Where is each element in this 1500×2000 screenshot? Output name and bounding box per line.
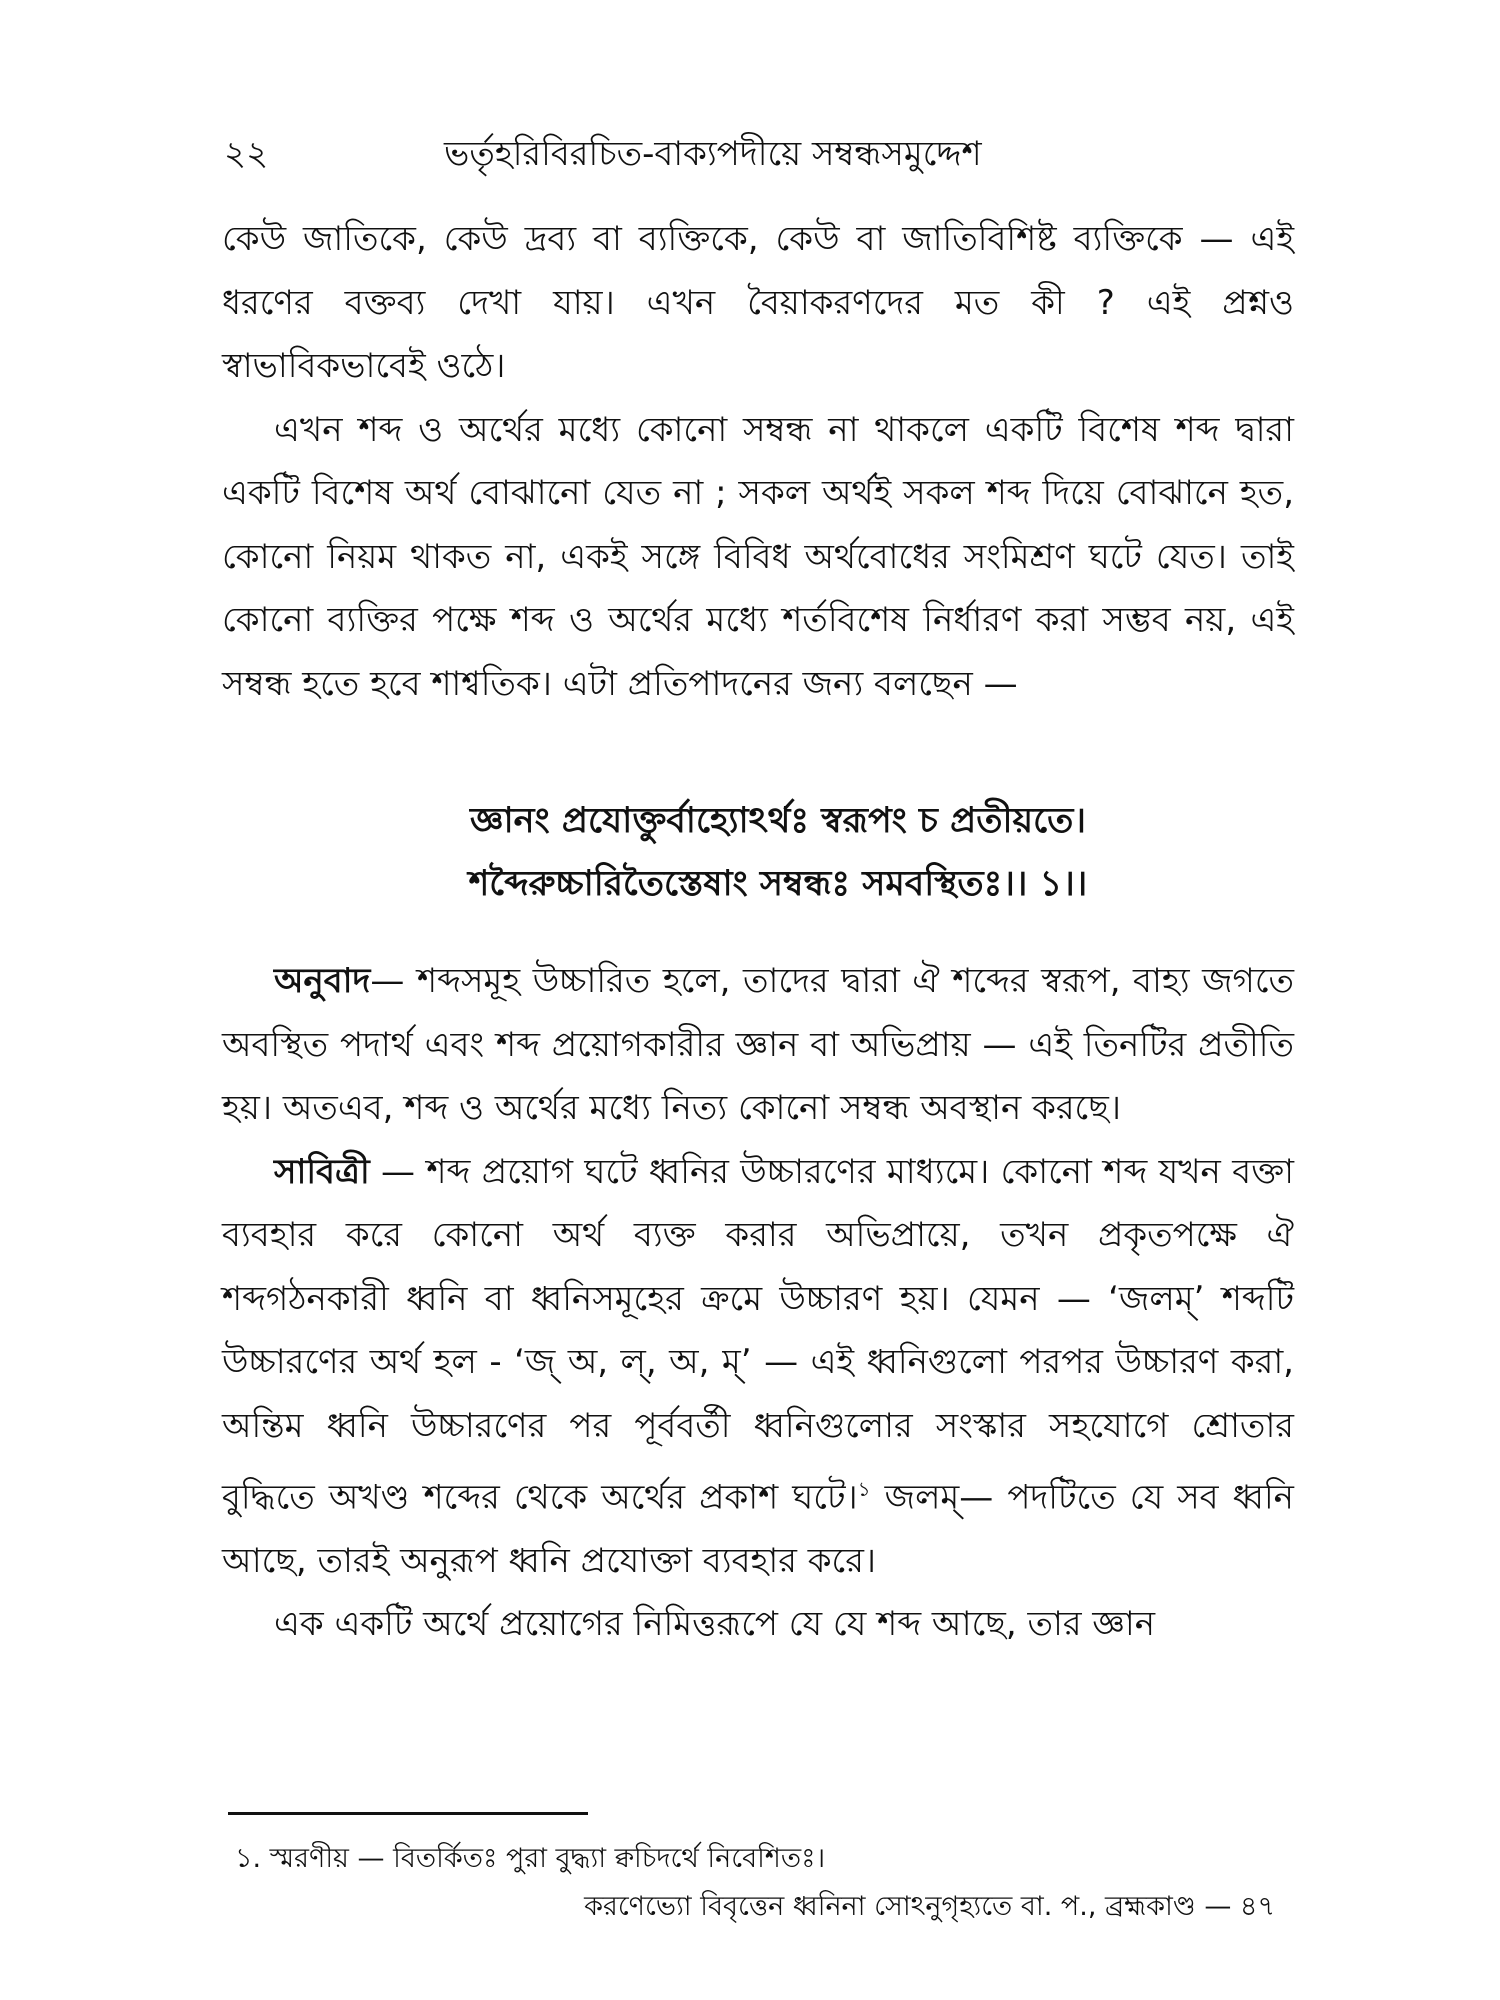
explanation-text xyxy=(222,950,1294,1657)
commentary-label: সাবিত্রী xyxy=(274,1151,370,1192)
running-title: ভর্তৃহরিবিরচিত-বাক্যপদীয়ে সম্বন্ধসমুদ্দেশ xyxy=(444,134,982,174)
translation-label: অনুবাদ xyxy=(274,961,371,1001)
sanskrit-verse xyxy=(222,790,1294,916)
translation-text: — শব্দসমূহ উচ্চারিত হলে, তাদের দ্বারা ঐ শব্দের স্বরূপ, বাহ্য জগতে অবস্থিত পদার্থ এবং শব্দ প্রয়োগকারীর জ্ঞান বা অভিপ্রায় — এই তিনটির প্রতীতি হয়। অতএব, শব্দ ও অর্থের মধ্যে নিত্য কোনো সম্বন্ধ অবস্থান করছে। xyxy=(222,961,1294,1128)
commentary-paragraph xyxy=(222,1141,1294,1594)
footnote-line-2: করণেভ্যো বিবৃত্তেন ধ্বনিনা সোঽনুগৃহ্যতে বা. প., ব্রহ্মকাণ্ড — ৪৭ xyxy=(584,1891,1275,1922)
verse-line-2: শব্দৈরুচ্চারিতৈস্তেষাং সম্বন্ধঃ সমবস্থিতঃ।। ১।। xyxy=(468,864,1088,904)
translation-paragraph xyxy=(222,950,1294,1141)
page-number: ২২ xyxy=(224,134,269,174)
page-header xyxy=(224,128,1294,188)
last-paragraph: এক একটি অর্থে প্রয়োগের নিমিত্তরূপে যে যে শব্দ আছে, তার জ্ঞান xyxy=(274,1604,1156,1645)
commentary-text-after: জলম্— পদটিতে যে সব ধ্বনি আছে, তারই অনুরূপ ধ্বনি প্রযোক্তা ব্যবহার করে। xyxy=(222,1477,1294,1581)
footnote-divider xyxy=(228,1812,588,1815)
intro-text xyxy=(222,208,1294,716)
footnote xyxy=(235,1835,1295,1931)
footnote-ref[interactable]: ১ xyxy=(857,1477,871,1501)
paragraph-1: কেউ জাতিকে, কেউ দ্রব্য বা ব্যক্তিকে, কেউ বা জাতিবিশিষ্ট ব্যক্তিকে — এই ধরণের বক্তব্য দেখা যায়। এখন বৈয়াকরণদের মত কী ? এই প্রশ্নও স্বাভাবিকভাবেই ওঠে। xyxy=(222,219,1294,386)
paragraph-2: এখন শব্দ ও অর্থের মধ্যে কোনো সম্বন্ধ না থাকলে একটি বিশেষ শব্দ দ্বারা একটি বিশেষ অর্থ বোঝানো যেত না ; সকল অর্থই সকল শব্দ দিয়ে বোঝানে হত, কোনো নিয়ম থাকত না, একই সঙ্গে বিবিধ অর্থবোধের সংমিশ্রণ ঘটে যেত। তাই কোনো ব্যক্তির পক্ষে শব্দ ও অর্থের মধ্যে শর্তবিশেষ নির্ধারণ করা সম্ভব নয়, এই সম্বন্ধ হতে হবে শাশ্বতিক। এটা প্রতিপাদনের জন্য বলছেন — xyxy=(222,409,1294,704)
commentary-text: — শব্দ প্রয়োগ ঘটে ধ্বনির উচ্চারণের মাধ্যমে। কোনো শব্দ যখন বক্তা ব্যবহার করে কোনো অর্থ ব্যক্ত করার অভিপ্রায়ে, তখন প্রকৃতপক্ষে ঐ শব্দগঠনকারী ধ্বনি বা ধ্বনিসমূহের ক্রমে উচ্চারণ হয়। যেমন — ‘জলম্’ শব্দটি উচ্চারণের অর্থ হল - ‘জ্ অ, ল্, অ, ম্’ — এই ধ্বনিগুলো পরপর উচ্চারণ করা, অন্তিম ধ্বনি উচ্চারণের পর পূর্ববর্তী ধ্বনিগুলোর সংস্কার সহযোগে শ্রোতার বুদ্ধিতে অখণ্ড শব্দের থেকে অর্থের প্রকাশ ঘটে। xyxy=(222,1151,1294,1518)
verse-line-1: জ্ঞানং প্রযোক্তুর্বাহ্যোঽর্থঃ স্বরূপং চ প্রতীয়তে। xyxy=(470,801,1086,841)
footnote-line-1: ১. স্মরণীয় — বিতর্কিতঃ পুরা বুদ্ধ্যা ক্বচিদর্থে নিবেশিতঃ। xyxy=(235,1843,826,1874)
